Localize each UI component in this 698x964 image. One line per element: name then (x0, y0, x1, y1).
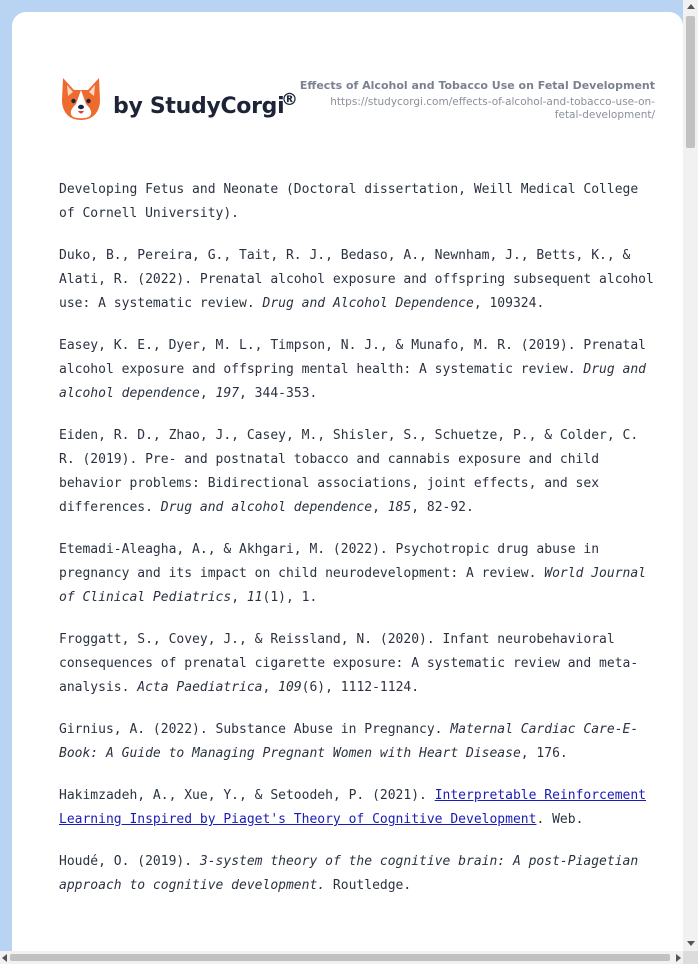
scroll-up-arrow-icon[interactable] (687, 4, 695, 9)
reference-entry (59, 178, 659, 226)
reference-text: Girnius, A. (2022). Substance Abuse in Pregnancy. (59, 722, 451, 737)
reference-text: , (199, 386, 216, 401)
scrollbar-corner (683, 951, 698, 964)
reference-italic-text: Acta Paediatrica (137, 680, 263, 695)
reference-italic-text: Drug and alcohol dependence (160, 500, 373, 515)
reference-entry (59, 424, 659, 520)
vertical-scroll-thumb[interactable] (686, 16, 695, 148)
reference-text: . Web. (536, 812, 584, 827)
reference-text: Froggatt, S., Covey, J., & Reissland, N. (2020). Infant neurobehavioral consequences of prenatal cigarette exposure: A systematic review and meta-analysis. (59, 632, 639, 695)
reference-text: , (231, 590, 247, 605)
reference-text: , 344-353. (239, 386, 318, 401)
scroll-right-arrow-icon[interactable] (676, 954, 681, 962)
reference-text: , 176. (520, 746, 568, 761)
reference-text: , (262, 680, 279, 695)
reference-italic-text: Drug and Alcohol Dependence (262, 296, 474, 311)
reference-list (59, 178, 659, 916)
reference-italic-text: Maternal Cardiac Care-E-Book: A Guide to Managing Pregnant Women with Heart Disease (59, 722, 639, 761)
reference-italic-text: 3-system theory of the cognitive brain: A post-Piagetian approach to cognitive development. (59, 854, 639, 893)
vertical-scrollbar[interactable] (683, 0, 698, 951)
reference-text: (6), 1112-1124. (301, 680, 420, 695)
corgi-logo-icon[interactable] (60, 76, 102, 122)
reference-text: Developing Fetus and Neonate (Doctoral dissertation, Weill Medical College of Cornell University). (59, 182, 639, 221)
reference-entry (59, 538, 659, 610)
brand-name[interactable]: by StudyCorgi (113, 94, 285, 119)
reference-text: , 82-92. (411, 500, 474, 515)
reference-entry (59, 850, 659, 898)
reference-italic-text: 11 (246, 590, 263, 605)
scroll-left-arrow-icon[interactable] (2, 954, 7, 962)
reference-italic-text: 197 (215, 386, 240, 401)
reference-entry (59, 244, 659, 316)
reference-italic-text: 109 (278, 680, 302, 695)
reference-text: Etemadi-Aleagha, A., & Akhgari, M. (2022). Psychotropic drug abuse in pregnancy and its impact on child neurodevelopment: A review. (59, 542, 600, 581)
reference-italic-text: Drug and alcohol dependence (59, 362, 647, 401)
reference-entry (59, 628, 659, 700)
reference-text: Houdé, O. (2019). (59, 854, 200, 869)
reference-text: , (372, 500, 388, 515)
reference-text: Hakimzadeh, A., Xue, Y., & Setoodeh, P. (2021). (59, 788, 435, 803)
reference-entry (59, 784, 659, 832)
reference-entry (59, 718, 659, 766)
reference-text: Eiden, R. D., Zhao, J., Casey, M., Shisler, S., Schuetze, P., & Colder, C. R. (2019). Pre- and postnatal tobacco and cannabis exposure and child behavior problems: Bidirectional associations, joint effects, and sex differences. (59, 428, 639, 515)
reference-italic-text: 185 (387, 500, 412, 515)
scroll-down-arrow-icon[interactable] (687, 941, 695, 946)
reference-text: Routledge. (325, 878, 412, 893)
reference-link[interactable]: Interpretable Reinforcement Learning Inspired by Piaget's Theory of Cognitive Development (59, 788, 647, 827)
document-page (12, 12, 683, 952)
reference-text: (1), 1. (262, 590, 318, 605)
reference-text: , 109324. (473, 296, 545, 311)
document-title: Effects of Alcohol and Tobacco Use on Fetal Development (299, 79, 655, 92)
registered-mark: ® (281, 90, 298, 110)
reference-text: Duko, B., Pereira, G., Tait, R. J., Bedaso, A., Newnham, J., Betts, K., & Alati, R. (2022). Prenatal alcohol exposure and offspring subsequent alcohol use: A systematic review. (59, 248, 654, 311)
horizontal-scroll-thumb[interactable] (10, 954, 670, 961)
reference-italic-text: World Journal of Clinical Pediatrics (59, 566, 647, 605)
document-url[interactable]: https://studycorgi.com/effects-of-alcohol-and-tobacco-use-on-fetal-development/ (330, 96, 655, 121)
reference-text: Easey, K. E., Dyer, M. L., Timpson, N. J., & Munafo, M. R. (2019). Prenatal alcohol exposure and offspring mental health: A systematic review. (59, 338, 646, 377)
reference-entry (59, 334, 659, 406)
horizontal-scrollbar[interactable] (0, 951, 683, 964)
page-header (12, 12, 683, 142)
